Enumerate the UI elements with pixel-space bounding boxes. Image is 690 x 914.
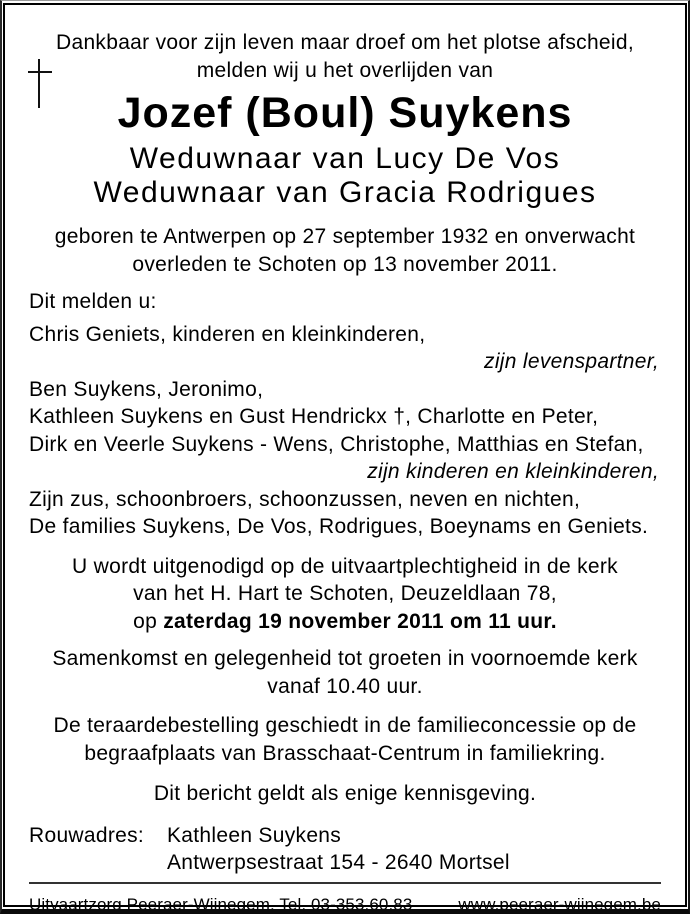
relation-label-children: zijn kinderen en kleinkinderen, xyxy=(367,460,659,483)
service-date-prefix: op xyxy=(133,609,158,633)
gathering-text xyxy=(29,645,661,700)
widower-lines xyxy=(29,142,661,210)
family-line: De families Suykens, De Vos, Rodrigues, Boeynams en Geniets. xyxy=(29,515,649,538)
funeral-home-website: www.peeraer-wijnegem.be xyxy=(458,894,661,914)
announcement-card xyxy=(3,3,687,914)
family-line: Chris Geniets, kinderen en kleinkinderen, xyxy=(29,322,426,346)
intro-line-1: Dankbaar voor zijn leven maar droef om het plotse afscheid, xyxy=(56,31,634,54)
mourning-address-block xyxy=(29,822,661,877)
death-line: overleden te Schoten op 13 november 2011. xyxy=(132,252,558,276)
birth-line: geboren te Antwerpen op 27 september 1932 en onverwacht xyxy=(54,225,636,248)
mourning-address-street: Antwerpsestraat 154 - 2640 Mortsel xyxy=(167,851,510,874)
family-list xyxy=(29,321,661,541)
deceased-name: Jozef (Boul) Suykens xyxy=(117,89,573,137)
service-line-1: U wordt uitgenodigd op de uitvaartplechtigheid in de kerk xyxy=(72,554,618,578)
announced-by-label: Dit melden u: xyxy=(29,290,157,313)
burial-line-2: begraafplaats van Brasschaat-Centrum in familiekring. xyxy=(84,741,606,765)
birth-death-text xyxy=(29,223,661,278)
mourning-address-value xyxy=(167,822,661,877)
family-line: Kathleen Suykens en Gust Hendrickx †, Charlotte en Peter, xyxy=(29,405,599,428)
burial-text xyxy=(29,712,661,767)
intro-text xyxy=(29,29,661,84)
intro-line-2: melden wij u het overlijden van xyxy=(196,58,494,82)
family-line: Zijn zus, schoonbroers, schoonzussen, neven en nichten, xyxy=(29,487,581,511)
gathering-line-1: Samenkomst en gelegenheid tot groeten in voornoemde kerk xyxy=(52,647,638,670)
footer xyxy=(29,891,661,914)
service-date-bold: zaterdag 19 november 2011 om 11 uur. xyxy=(163,609,557,633)
widower-line-1: Weduwnaar van Lucy De Vos xyxy=(129,142,561,175)
mourning-address-label: Rouwadres: xyxy=(29,823,145,847)
memorial-cross-icon xyxy=(26,55,54,111)
funeral-service-text xyxy=(29,553,661,636)
family-line: Ben Suykens, Jeronimo, xyxy=(29,377,264,401)
gathering-line-2: vanaf 10.40 uur. xyxy=(267,674,423,698)
widower-line-2: Weduwnaar van Gracia Rodrigues xyxy=(93,176,597,209)
funeral-home-info: Uitvaartzorg Peeraer-Wijnegem. Tel. 03-353.60.83 xyxy=(29,894,413,914)
burial-line-1: De teraardebestelling geschiedt in de familieconcessie op de xyxy=(53,714,637,737)
footer-divider xyxy=(29,882,661,884)
family-line: Dirk en Veerle Suykens - Wens, Christophe, Matthias en Stefan, xyxy=(29,432,644,456)
service-line-2: van het H. Hart te Schoten, Deuzeldlaan 78, xyxy=(133,582,557,605)
relation-label-partner: zijn levenspartner, xyxy=(484,350,659,373)
notice-text: Dit bericht geldt als enige kennisgeving. xyxy=(153,782,537,805)
mourning-address-name: Kathleen Suykens xyxy=(167,823,342,847)
